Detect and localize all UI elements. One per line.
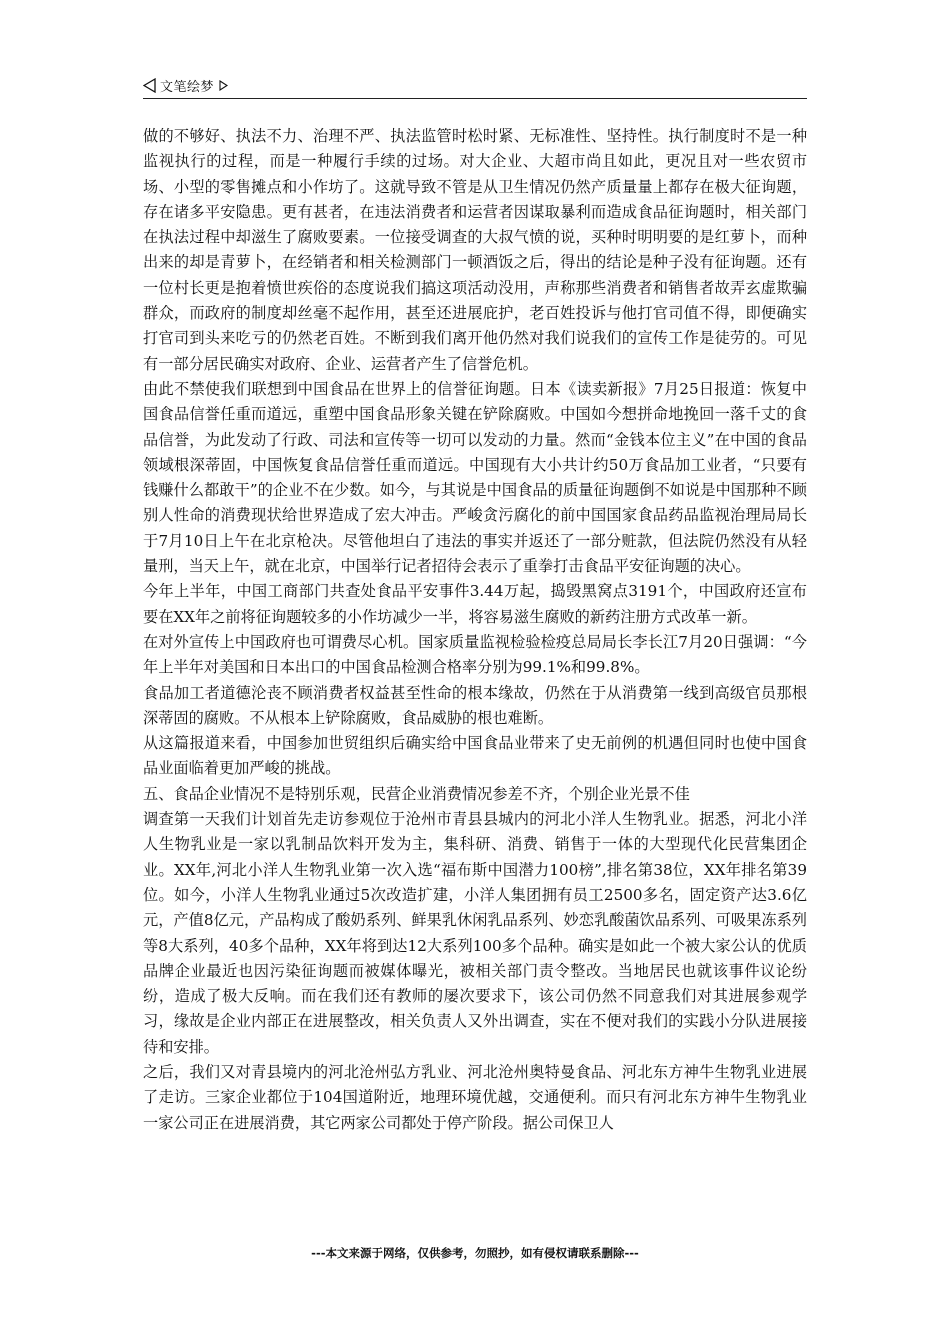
paragraph: 之后，我们又对青县境内的河北沧州弘方乳业、河北沧州奥特曼食品、河北东方神牛生物乳业进展了走访。三家企业都位于104国道附近，地理环境优越，交通便利。而只有河北东方神牛生物乳业一家公司正在进展消费，其它两家公司都处于停产阶段。据公司保卫人 xyxy=(143,1062,807,1132)
triangle-left-icon xyxy=(143,78,156,93)
paragraph: 调查第一天我们计划首先走访参观位于沧州市青县县城内的河北小洋人生物乳业。据悉，河北小洋人生物乳业是一家以乳制品饮料开发为主，集科研、消费、销售于一体的大型现代化民营集团企业。XX年,河北小洋人生物乳业第一次入选“福布斯中国潜力100榜”,排名第38位，XX年排名第39位。如今，小洋人生物乳业通过5次改造扩建，小洋人集团拥有员工2500多名，固定资产达3.6亿元，产值8亿元，产品构成了酸奶系列、鲜果乳休闲乳品系列、妙恋乳酸菌饮品系列、可吸果冻系列等8大系列，40多个品种，XX年将到达12大系列100多个品种。确实是如此一个被大家公认的优质品牌企业最近也因污染征询题而被媒体曝光，被相关部门责令整改。当地居民也就该事件议论纷纷，造成了极大反响。而在我们还有教师的屡次要求下，该公司仍然不同意我们对其进展参观学习，缘故是企业内部正在进展整改，相关负责人又外出调查，实在不便对我们的实践小分队进展接待和安排。 xyxy=(143,810,807,1056)
paragraph: 做的不够好、执法不力、治理不严、执法监管时松时紧、无标准性、坚持性。执行制度时不是一种监视执行的过程，而是一种履行手续的过场。对大企业、大超市尚且如此，更况且对一些农贸市场、小型的零售摊点和小作坊了。这就导致不管是从卫生情况仍然产质量量上都存在极大征询题，存在诸多平安隐患。更有甚者，在违法消费者和运营者因谋取暴利而造成食品征询题时，相关部门在执法过程中却滋生了腐败要素。一位接受调查的大叔气愤的说，买种时明明要的是红萝卜，而种出来的却是青萝卜，在经销者和相关检测部门一顿酒饭之后，得出的结论是种子没有征询题。还有一位村长更是抱着愤世疾俗的态度说我们搞这项活动没用，声称那些消费者和销售者故弄玄虚欺骗群众，而政府的制度却丝毫不起作用，甚至还进展庇护，老百姓投诉与他打官司值不得，即便确实打官司到头来吃亏的仍然老百姓。不断到我们离开他仍然对我们说我们的宣传工作是徒劳的。可见有一部分居民确实对政府、企业、运营者产生了信誉危机。 xyxy=(143,127,807,373)
page-footer-disclaimer: ---本文来源于网络，仅供参考，勿照抄，如有侵权请联系删除--- xyxy=(311,1246,639,1260)
triangle-right-icon xyxy=(219,80,228,91)
page-header xyxy=(143,72,807,99)
paragraph: 在对外宣传上中国政府也可谓费尽心机。国家质量监视检验检疫总局局长李长江7月20日强调：“今年上半年对美国和日本出口的中国食品检测合格率分别为99.1%和99.8%。 xyxy=(143,632,807,677)
paragraph: 今年上半年，中国工商部门共查处食品平安事件3.44万起，捣毁黑窝点3191个，中国政府还宣布要在XX年之前将征询题较多的小作坊减少一半，将容易滋生腐败的新药注册方式改革一新。 xyxy=(143,582,807,626)
paragraph: 食品加工者道德沦丧不顾消费者权益甚至性命的根本缘故，仍然在于从消费第一线到高级官员那根深蒂固的腐败。不从根本上铲除腐败，食品威胁的根也难断。 xyxy=(143,683,807,727)
paragraph: 从这篇报道来看，中国参加世贸组织后确实给中国食品业带来了史无前例的机遇但同时也使中国食品业面临着更加严峻的挑战。 xyxy=(143,734,807,778)
document-body xyxy=(143,124,807,1136)
paragraph: 由此不禁使我们联想到中国食品在世界上的信誉征询题。日本《读卖新报》7月25日报道：恢复中国食品信誉任重而道远，重塑中国食品形象关键在铲除腐败。中国如今想拼命地挽回一落千丈的食品信誉，为此发动了行政、司法和宣传等一切可以发动的力量。然而“金钱本位主义”在中国的食品领域根深蒂固，中国恢复食品信誉任重而道远。中国现有大小共计约50万食品加工业者，“只要有钱赚什么都敢干”的企业不在少数。如今，与其说是中国食品的质量征询题倒不如说是中国那种不顾别人性命的消费现状给世界造成了宏大冲击。严峻贪污腐化的前中国国家食品药品监视治理局局长于7月10日上午在北京枪决。尽管他坦白了违法的事实并返还了一部分赃款，但法院仍然没有从轻量刑，当天上午，就在北京，中国举行记者招待会表示了重拳打击食品平安征询题的决心。 xyxy=(143,379,807,576)
brand-text: 文笔绘梦 xyxy=(160,80,215,95)
header-brand xyxy=(143,76,228,95)
section-heading: 五、食品企业情况不是特别乐观，民营企业消费情况参差不齐，个别企业光景不佳 xyxy=(143,784,690,803)
